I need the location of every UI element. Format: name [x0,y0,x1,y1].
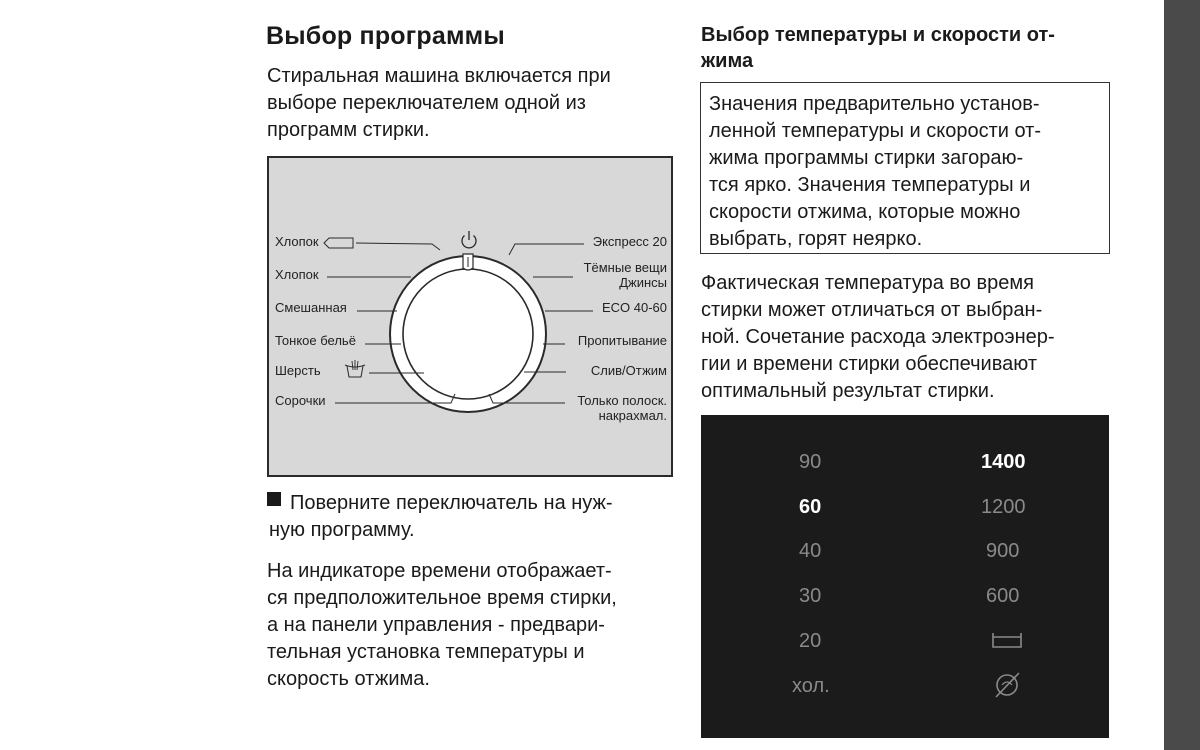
hand-wash-icon [345,360,365,377]
spin-option: 1200 [981,496,1026,518]
info-box: Значения предварительно установ- ленной температуры и скорости от- жима программы стирки загораю- тся ярко. Значения температуры и скорости отжима, которые можно выбрать, горят неярко. [700,82,1110,254]
leader-line [356,243,440,250]
program-label-dark-jeans: Тёмные вещи Джинсы [583,260,667,290]
program-label-soak: Пропитывание [577,333,667,348]
program-dial-drawing [269,158,671,475]
temperature-option: 90 [799,451,822,473]
power-icon [462,231,476,248]
intro-paragraph: Стиральная машина включается при выборе переключателем одной из программ стирки. [267,65,611,141]
bullet-square [267,492,281,506]
program-label-drain-spin: Слив/Отжим [590,363,667,378]
bullet-instruction: Поверните переключатель на нуж- ную программу. [269,492,613,541]
program-dial-inner [403,269,533,399]
rinse-hold-icon [991,629,1023,651]
spin-option: 900 [986,540,1020,562]
program-label-wool: Шерсть [275,363,321,378]
program-label-delicates: Тонкое бельё [275,333,356,348]
scrollbar[interactable] [1164,0,1200,750]
spin-option-selected: 1400 [981,451,1026,473]
temperature-option: 40 [799,540,822,562]
program-label-rinse-starch: Только полоск. накрахмал. [577,393,667,423]
control-panel-diagram [267,156,673,477]
outro-paragraph: На индикаторе времени отображает- ся предположительное время стирки, а на панели управления - предвари- тельная установка температуры и скорость отжима. [267,560,617,690]
temperature-option-cold: хол. [792,675,830,697]
program-label-eco: ECO 40-60 [601,300,667,315]
actual-temperature-paragraph: Фактическая температура во время стирки может отличаться от выбран- ной. Сочетание расхода электроэнер- гии и времени стирки обеспечивают оптимальный результат стирки. [701,272,1055,402]
program-label-cotton: Хлопок [275,267,319,282]
program-label-express: Экспресс 20 [592,234,667,249]
program-label-shirts: Сорочки [275,393,326,408]
temperature-option: 20 [799,630,822,652]
section-title-temp-spin: Выбор температуры и скорости от- жима [701,24,1055,72]
temperature-option: 30 [799,585,822,607]
no-spin-icon [992,671,1022,699]
program-label-cotton-eco: Хлопок [275,234,319,249]
cotton-eco-icon [324,238,353,248]
program-label-mixed: Смешанная [275,300,347,315]
temperature-option-selected: 60 [799,496,822,518]
spin-option: 600 [986,585,1020,607]
temperature-spin-display [701,415,1109,738]
section-title-program: Выбор программы [266,22,505,50]
